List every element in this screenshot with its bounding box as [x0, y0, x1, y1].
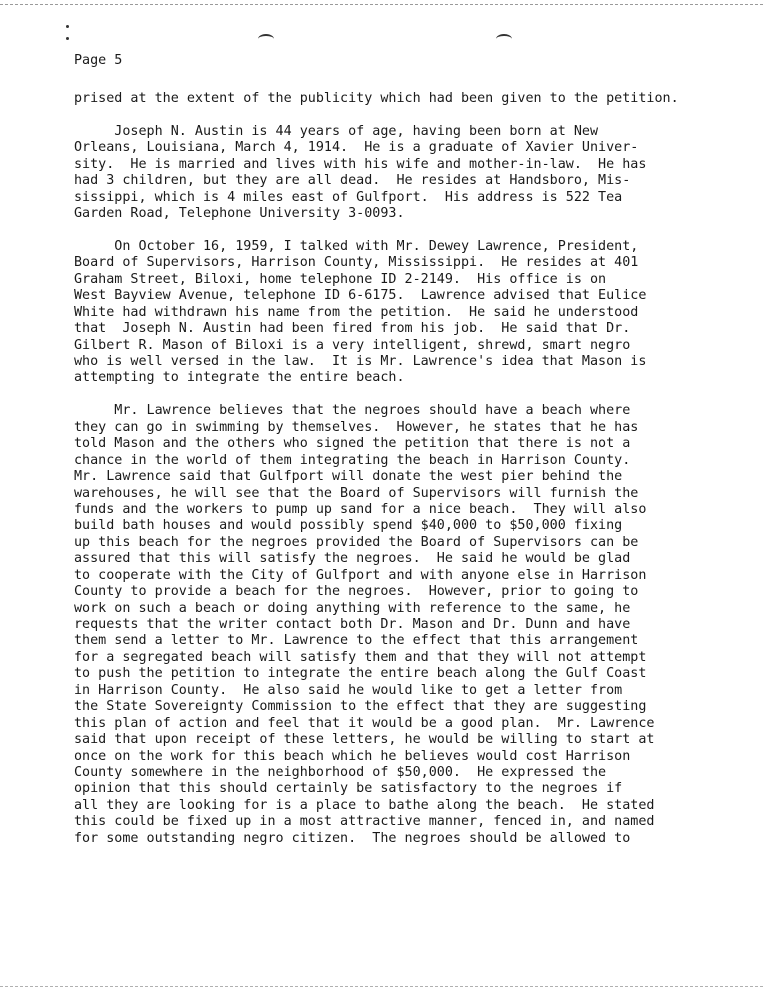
binding-mark — [496, 34, 512, 44]
text-line: told Mason and the others who signed the petition that there is not a — [74, 436, 631, 452]
text-line: West Bayview Avenue, telephone ID 6-6175. Lawrence advised that Eulice — [74, 288, 647, 304]
text-line: Graham Street, Biloxi, home telephone ID 2-2149. His office is on — [74, 271, 607, 287]
text-line: who is well versed in the law. It is Mr. Lawrence's idea that Mason is — [74, 354, 647, 369]
text-line: Mr. Lawrence believes that the negroes should have a beach where — [74, 403, 631, 419]
body-text — [74, 91, 679, 847]
text-line: Orleans, Louisiana, March 4, 1914. He is a graduate of Xavier Univer- — [74, 140, 639, 156]
text-line: in Harrison County. He also said he would like to get a letter from — [74, 682, 623, 698]
text-line: White had withdrawn his name from the petition. He said he understood — [74, 304, 639, 320]
text-line: Gilbert R. Mason of Biloxi is a very intelligent, shrewd, smart negro — [74, 337, 631, 353]
text-line: up this beach for the negroes provided the Board of Supervisors can be — [74, 534, 639, 550]
text-line: warehouses, he will see that the Board of Supervisors will furnish the — [74, 485, 639, 501]
text-line: attempting to integrate the entire beach. — [74, 370, 405, 386]
text-line: this plan of action and feel that it would be a good plan. Mr. Lawrence — [74, 715, 655, 731]
text-line: sissippi, which is 4 miles east of Gulfport. His address is 522 Tea — [74, 189, 623, 205]
text-line: funds and the workers to pump up sand for a nice beach. They will also — [74, 501, 647, 517]
text-line — [74, 107, 679, 123]
page-top-edge — [0, 4, 763, 5]
text-line: the State Sovereignty Commission to the effect that they are suggesting — [74, 699, 647, 715]
text-line: Garden Road, Telephone University 3-0093. — [74, 206, 405, 222]
text-line: build bath houses and would possibly spend $40,000 to $50,000 fixing — [74, 518, 623, 534]
text-line: On October 16, 1959, I talked with Mr. Dewey Lawrence, President, — [74, 238, 639, 254]
text-line: all they are looking for is a place to bathe along the beach. He stated — [74, 797, 655, 813]
text-line: to cooperate with the City of Gulfport and with anyone else in Harrison — [74, 567, 647, 583]
text-line: for a segregated beach will satisfy them and that they will not attempt — [74, 649, 647, 665]
punch-mark — [66, 37, 69, 40]
text-line: said that upon receipt of these letters, he would be willing to start at — [74, 732, 655, 748]
text-line: prised at the extent of the publicity which had been given to the petition. — [74, 91, 679, 106]
text-line: work on such a beach or doing anything with reference to the same, he — [74, 600, 631, 616]
punch-mark — [66, 25, 69, 28]
text-line: opinion that this should certainly be satisfactory to the negroes if — [74, 781, 623, 797]
text-line: Joseph N. Austin is 44 years of age, having been born at New — [74, 123, 599, 139]
text-line: them send a letter to Mr. Lawrence to the effect that this arrangement — [74, 633, 639, 649]
text-line: assured that this will satisfy the negroes. He said he would be glad — [74, 551, 631, 567]
text-line: this could be fixed up in a most attractive manner, fenced in, and named — [74, 814, 655, 830]
text-line: once on the work for this beach which he believes would cost Harrison — [74, 748, 631, 764]
text-line: chance in the world of them integrating the beach in Harrison County. — [74, 452, 631, 468]
text-line: County to provide a beach for the negroes. However, prior to going to — [74, 584, 639, 600]
text-line — [74, 387, 679, 403]
page-bottom-edge — [0, 986, 763, 987]
text-line: they can go in swimming by themselves. However, he states that he has — [74, 419, 639, 435]
text-line: Board of Supervisors, Harrison County, Mississippi. He resides at 401 — [74, 255, 639, 271]
text-line: to push the petition to integrate the entire beach along the Gulf Coast — [74, 666, 647, 682]
page-number: Page 5 — [74, 53, 123, 68]
text-line: requests that the writer contact both Dr. Mason and Dr. Dunn and have — [74, 617, 631, 632]
text-line: Mr. Lawrence said that Gulfport will donate the west pier behind the — [74, 469, 623, 485]
text-line: for some outstanding negro citizen. The negroes should be allowed to — [74, 830, 631, 846]
text-line: sity. He is married and lives with his wife and mother-in-law. He has — [74, 156, 647, 172]
text-line — [74, 223, 679, 239]
text-line: had 3 children, but they are all dead. He resides at Handsboro, Mis- — [74, 173, 631, 189]
text-line: County somewhere in the neighborhood of $50,000. He expressed the — [74, 764, 607, 780]
text-line: that Joseph N. Austin had been fired from his job. He said that Dr. — [74, 321, 631, 337]
binding-mark — [258, 34, 274, 44]
